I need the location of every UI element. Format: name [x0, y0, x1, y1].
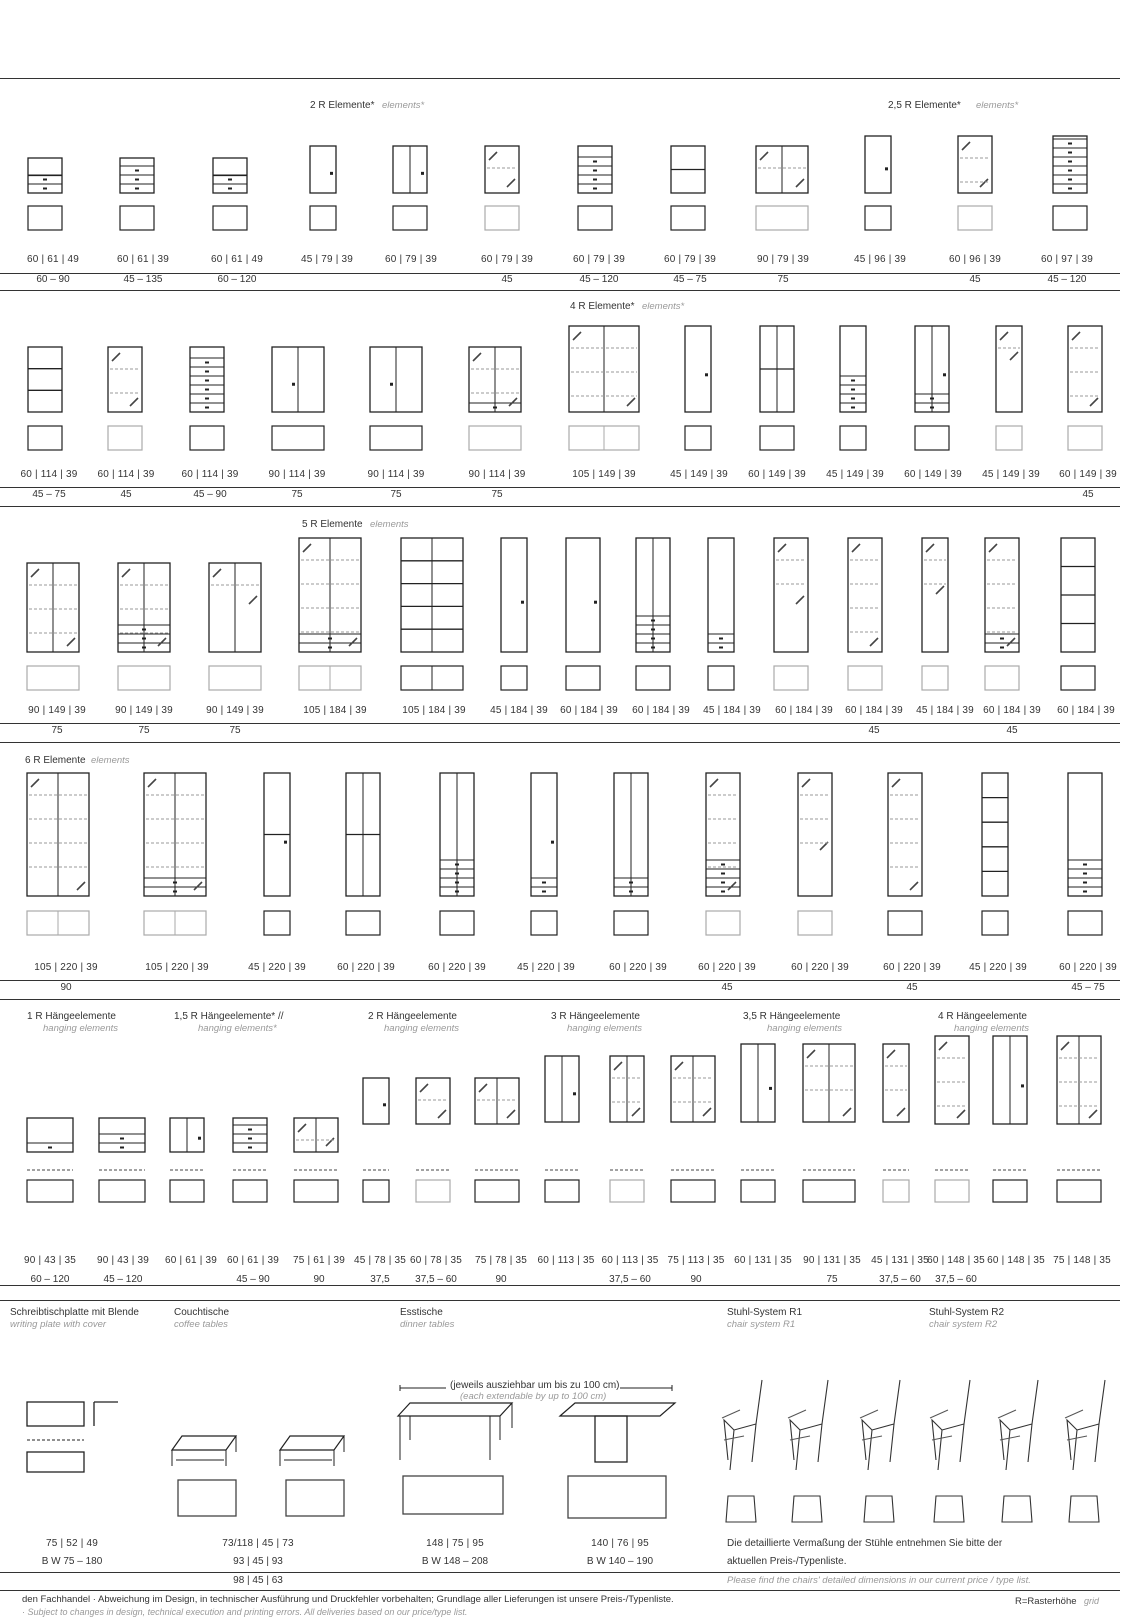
width-range-label: 90: [690, 1274, 702, 1285]
dimension-label: 60 | 184 | 39: [560, 705, 618, 716]
footer-disclaimer-en: · Subject to changes in design, technical execution and printing errors. All deliveries based on our price/type list.: [22, 1607, 468, 1617]
dimension-label: 60 | 61 | 39: [164, 1255, 218, 1266]
grid-legend-en: grid: [1084, 1596, 1100, 1606]
chairs-note: Die detaillierte Vermaßung der Stühle entnehmen Sie bitte der: [727, 1538, 1003, 1549]
width-range-label: 45 – 135: [123, 274, 163, 285]
section-title-en: elements: [91, 755, 130, 766]
dimension-label: 90 | 114 | 39: [468, 469, 526, 480]
dimension-label: 45 | 184 | 39: [916, 705, 974, 716]
rule-6: [0, 742, 1120, 743]
section-title: 4 R Hängeelemente: [938, 1011, 1027, 1022]
width-range-label: 90: [313, 1274, 325, 1285]
width-range-label: 37,5: [370, 1274, 390, 1285]
dimension-label: 90 | 43 | 39: [96, 1255, 150, 1266]
rule-8: [0, 999, 1120, 1000]
rule-5: [0, 723, 1120, 724]
section-title: 5 R Elemente: [302, 519, 363, 530]
width-range-label: 45: [868, 725, 880, 736]
section-title: 2,5 R Elemente*: [888, 100, 961, 111]
width-range-label: 45: [501, 274, 513, 285]
section-title: Stuhl-System R1: [727, 1307, 803, 1318]
extend-note: (jeweils ausziehbar um bis zu 100 cm): [450, 1380, 620, 1391]
section-title-en: chair system R2: [929, 1319, 998, 1330]
width-range-label: 45 – 120: [1047, 274, 1087, 285]
width-range-label: 75: [51, 725, 63, 736]
dimension-label: 60 | 114 | 39: [97, 469, 155, 480]
row-6r-drawings: [27, 773, 1102, 935]
dimension-label: 60 | 184 | 39: [775, 705, 833, 716]
dimension-label: 60 | 113 | 35: [537, 1255, 595, 1266]
dimension-label: 60 | 184 | 39: [632, 705, 690, 716]
section-title: Schreibtischplatte mit Blende: [10, 1307, 139, 1318]
width-range-label: B W 148 – 208: [421, 1556, 489, 1567]
dimension-label: 60 | 131 | 35: [734, 1255, 792, 1266]
width-range-label: 75: [229, 725, 241, 736]
section-title: 2 R Elemente*: [310, 100, 375, 111]
section-title-en: dinner tables: [400, 1319, 455, 1330]
width-range-label: 75: [138, 725, 150, 736]
dimension-label: 140 | 76 | 95: [591, 1538, 649, 1549]
dimension-label: 45 | 96 | 39: [853, 254, 907, 265]
width-range-label: 75: [291, 489, 303, 500]
section-title-en: elements: [370, 519, 409, 530]
chairs-note-en: Please find the chairs' detailed dimensions in our current price / type list.: [727, 1575, 1031, 1586]
dimension-label: 45 | 79 | 39: [300, 254, 354, 265]
width-range-label: 45: [721, 982, 733, 993]
section-title-en: hanging elements: [567, 1023, 642, 1034]
section-title-en: hanging elements*: [198, 1023, 277, 1034]
rule-3: [0, 487, 1120, 488]
row-4r-drawings: [28, 326, 1102, 450]
dimension-label: 60 | 220 | 39: [883, 962, 941, 973]
width-range-label: 45: [1082, 489, 1094, 500]
section-title-en: hanging elements: [384, 1023, 459, 1034]
section-title: Stuhl-System R2: [929, 1307, 1005, 1318]
rule-4: [0, 506, 1120, 507]
footer-disclaimer: den Fachhandel · Abweichung im Design, in technischer Ausführung und Druckfehler vorbehalten; Grundlage aller Lieferungen ist unsere Preis-/Typenliste.: [22, 1594, 674, 1605]
rule-7: [0, 980, 1120, 981]
dimension-label: 73/118 | 45 | 73: [222, 1538, 294, 1549]
dimension-label: 60 | 61 | 39: [116, 254, 170, 265]
row-hanging-drawings: [27, 1036, 1101, 1202]
dimension-label: 45 | 149 | 39: [670, 469, 728, 480]
dimension-label: 60 | 114 | 39: [20, 469, 78, 480]
width-range-label: 45 – 120: [579, 274, 619, 285]
dimension-label: 105 | 184 | 39: [402, 705, 466, 716]
dimension-label: 60 | 184 | 39: [845, 705, 903, 716]
dimension-label: 60 | 113 | 35: [601, 1255, 659, 1266]
dimension-label: 75 | 52 | 49: [45, 1538, 99, 1549]
section-title-en: elements*: [976, 100, 1019, 111]
section-title: Couchtische: [174, 1307, 230, 1318]
dimension-label: 60 | 220 | 39: [1059, 962, 1117, 973]
rule-0: [0, 78, 1120, 79]
dimension-label: 148 | 75 | 95: [426, 1538, 484, 1549]
dimension-label: 105 | 220 | 39: [145, 962, 209, 973]
section-title: 3 R Hängeelemente: [551, 1011, 640, 1022]
dimension-label: 60 | 78 | 35: [409, 1255, 463, 1266]
width-range-label: 93 | 45 | 93: [233, 1556, 283, 1567]
width-range-label: 37,5 – 60: [609, 1274, 651, 1285]
width-range-label: 45 – 75: [1071, 982, 1105, 993]
row-5r-drawings: [27, 538, 1095, 690]
section-title: Esstische: [400, 1307, 443, 1318]
dimension-label: 60 | 220 | 39: [428, 962, 486, 973]
section-title: 2 R Hängeelemente: [368, 1011, 457, 1022]
dimension-label: 45 | 220 | 39: [517, 962, 575, 973]
section-title-en: chair system R1: [727, 1319, 796, 1330]
section-title-en: coffee tables: [174, 1319, 228, 1330]
dimension-label: 60 | 220 | 39: [791, 962, 849, 973]
section-title: 4 R Elemente*: [570, 301, 635, 312]
dimension-label: 60 | 114 | 39: [181, 469, 239, 480]
extend-note-en: (each extendable by up to 100 cm): [460, 1391, 607, 1402]
width-range-label: 75: [826, 1274, 838, 1285]
width-range-label: 60 – 120: [217, 274, 257, 285]
dimension-label: 75 | 148 | 35: [1053, 1255, 1111, 1266]
section-title-en: hanging elements: [954, 1023, 1029, 1034]
rule-10: [0, 1300, 1120, 1301]
width-range-label: 45 – 90: [193, 489, 227, 500]
dimension-label: 60 | 79 | 39: [384, 254, 438, 265]
width-range-label: 37,5 – 60: [935, 1274, 977, 1285]
dimension-label: 60 | 220 | 39: [609, 962, 667, 973]
width-range-label: 90: [60, 982, 72, 993]
section-title-en: elements*: [382, 100, 425, 111]
width-range-label: 75: [777, 274, 789, 285]
section-title-en: hanging elements: [43, 1023, 118, 1034]
dimension-label: 105 | 184 | 39: [303, 705, 367, 716]
section-title: 6 R Elemente: [25, 755, 86, 766]
width-range-label: B W 75 – 180: [41, 1556, 103, 1567]
dimension-label: 45 | 220 | 39: [248, 962, 306, 973]
dimension-label: 60 | 148 | 35: [987, 1255, 1045, 1266]
dimension-label: 60 | 184 | 39: [983, 705, 1041, 716]
dimension-label: 75 | 78 | 35: [474, 1255, 528, 1266]
dimension-label: 75 | 61 | 39: [292, 1255, 346, 1266]
section-title-en: hanging elements: [767, 1023, 842, 1034]
dimension-label: 60 | 79 | 39: [480, 254, 534, 265]
dimension-label: 45 | 220 | 39: [969, 962, 1027, 973]
width-range-label: 75: [390, 489, 402, 500]
dimension-label: 45 | 78 | 35: [353, 1255, 407, 1266]
dimension-label: 60 | 61 | 39: [226, 1255, 280, 1266]
dimension-label: 60 | 149 | 39: [904, 469, 962, 480]
width-range-label: 45: [1006, 725, 1018, 736]
dimension-label: 45 | 184 | 39: [703, 705, 761, 716]
section-title-en: elements*: [642, 301, 685, 312]
width-range-label: 45 – 75: [673, 274, 707, 285]
dimension-label: 90 | 149 | 39: [115, 705, 173, 716]
rule-9: [0, 1285, 1120, 1286]
section-title: 1 R Hängeelemente: [27, 1011, 116, 1022]
dimension-label: 90 | 79 | 39: [756, 254, 810, 265]
dimension-label: 60 | 220 | 39: [337, 962, 395, 973]
section-title: 3,5 R Hängeelemente: [743, 1011, 841, 1022]
dimension-label: 90 | 114 | 39: [268, 469, 326, 480]
width-range-label: 45: [120, 489, 132, 500]
dimension-label: 90 | 131 | 35: [803, 1255, 861, 1266]
dimension-label: 60 | 149 | 39: [748, 469, 806, 480]
width-range-label: 45 – 120: [103, 1274, 143, 1285]
dimension-label: 60 | 184 | 39: [1057, 705, 1115, 716]
width-range-label: 90: [495, 1274, 507, 1285]
dimension-label: 60 | 96 | 39: [948, 254, 1002, 265]
dimension-label: 60 | 79 | 39: [663, 254, 717, 265]
width-range-label: 45 – 90: [236, 1274, 270, 1285]
row-2r-drawings: [28, 136, 1087, 230]
width-range-label: 45: [906, 982, 918, 993]
dimension-label: 45 | 149 | 39: [982, 469, 1040, 480]
section-title: 1,5 R Hängeelemente* //: [174, 1011, 284, 1022]
dimension-label: 105 | 149 | 39: [572, 469, 636, 480]
dimension-label: 60 | 97 | 39: [1040, 254, 1094, 265]
width-range-label: 45 – 75: [32, 489, 66, 500]
width-range-label: 45: [969, 274, 981, 285]
dimension-label: 45 | 149 | 39: [826, 469, 884, 480]
dimension-label: 75 | 113 | 35: [667, 1255, 725, 1266]
rule-1: [0, 273, 1120, 274]
dimension-label: 90 | 149 | 39: [28, 705, 86, 716]
section-title-en: writing plate with cover: [10, 1319, 107, 1330]
dimension-label: 90 | 43 | 35: [23, 1255, 77, 1266]
dimension-label: 105 | 220 | 39: [34, 962, 98, 973]
rule-2: [0, 290, 1120, 291]
dimension-label: 60 | 220 | 39: [698, 962, 756, 973]
width-range-label: 37,5 – 60: [415, 1274, 457, 1285]
dimension-label: 60 | 61 | 49: [210, 254, 264, 265]
width-range-label: B W 140 – 190: [586, 1556, 654, 1567]
dimension-label: 45 | 184 | 39: [490, 705, 548, 716]
width-range-label: 60 – 120: [30, 1274, 70, 1285]
width-range-label: 37,5 – 60: [879, 1274, 921, 1285]
dimension-label: 60 | 61 | 49: [26, 254, 80, 265]
dimension-label: 60 | 148 | 35: [927, 1255, 985, 1266]
dimension-label: 60 | 79 | 39: [572, 254, 626, 265]
dimension-label: 45 | 131 | 35: [871, 1255, 929, 1266]
dimension-label: 90 | 149 | 39: [206, 705, 264, 716]
dimension-label: 60 | 149 | 39: [1059, 469, 1117, 480]
rule-12: [0, 1590, 1120, 1591]
rule-11: [0, 1572, 1120, 1573]
width-range-label: 98 | 45 | 63: [233, 1575, 283, 1586]
width-range-label: 60 – 90: [36, 274, 70, 285]
grid-legend: R=Rasterhöhe: [1015, 1596, 1077, 1607]
chairs-note: aktuellen Preis-/Typenliste.: [727, 1556, 847, 1567]
dimension-label: 90 | 114 | 39: [367, 469, 425, 480]
width-range-label: 75: [491, 489, 503, 500]
